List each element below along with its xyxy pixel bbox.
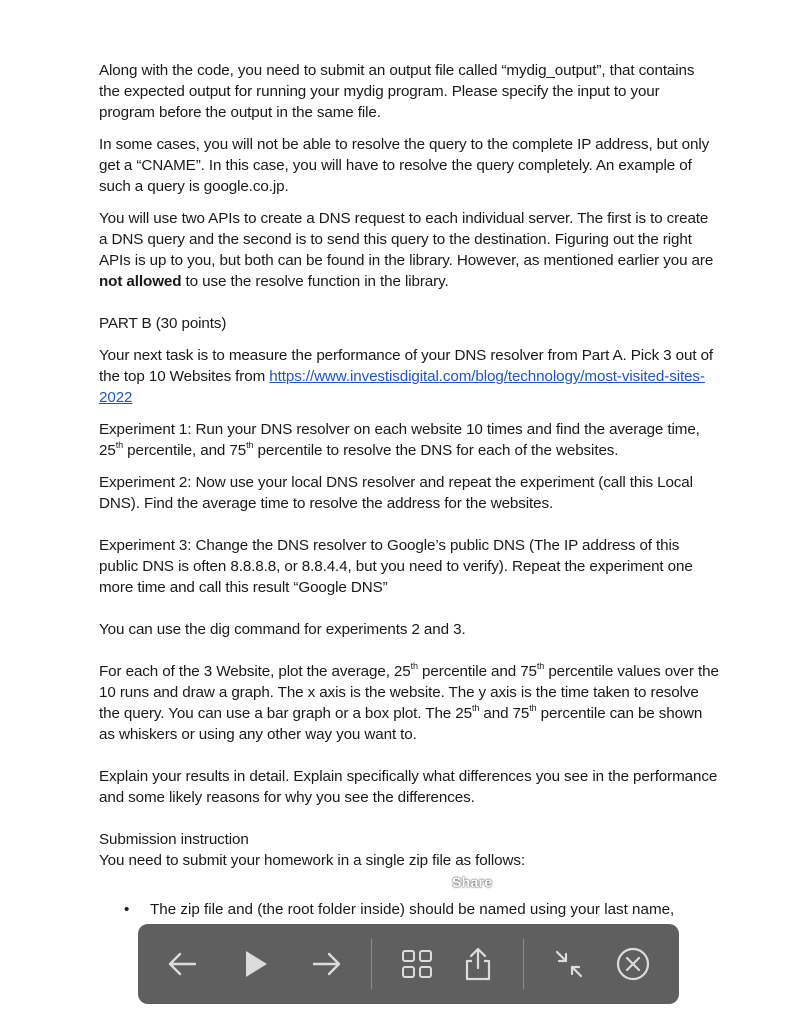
plot-text-e: percentile can be shown as whiskers or using any other way you want to. [99,705,703,743]
presentation-toolbar [138,924,679,1004]
paragraph-experiment-1 [99,419,719,461]
exp1-text-c: percentile to resolve the DNS for each of the websites. [253,442,619,459]
paragraph-output-file: Along with the code, you need to submit an output file called “mydig_output”, that contains the expected output for running your mydig program. Please specify the input to your program before the output in the same file. [99,62,695,121]
paragraph-dig-note: You can use the dig command for experiments 2 and 3. [99,621,466,638]
plot-sup-1: th [410,660,418,671]
part-b-heading: PART B (30 points) [99,315,227,332]
paragraph-experiment-3: Experiment 3: Change the DNS resolver to Google’s public DNS (The IP address of this public DNS is often 8.8.8.8, or 8.8.4.4, but you need to verify). Repeat the experiment one more time and call this result “Google DNS” [99,537,693,596]
plot-sup-3: th [471,702,480,713]
next-task-text: Your next task is to measure the performance of your DNS resolver from Part A. Pick 3 out of the top 10 Websites from [99,347,714,385]
share-icon [462,946,494,982]
paragraph-cname: In some cases, you will not be able to resolve the query to the complete IP address, but only get a “CNAME”. In this case, you will have to resolve the query completely. An example of such a query is google.co.jp. [99,136,710,195]
play-icon [240,949,270,979]
plot-sup-2: th [536,660,545,671]
exp1-text-a: Experiment 1: Run your DNS resolver on each website 10 times and find the average time, 25 [99,421,700,459]
paragraph-apis [99,208,719,292]
paragraph-plot [99,661,719,745]
not-allowed-text: not allowed [99,273,182,290]
exp1-sup-1: th [115,439,124,450]
grid-icon [401,948,433,980]
close-button[interactable] [613,944,653,984]
plot-text-b: percentile and 75 [417,663,537,680]
arrow-left-icon [165,947,199,981]
submission-text: You need to submit your homework in a single zip file as follows: [99,852,526,869]
previous-button[interactable] [162,944,202,984]
plot-text-d: and 75 [479,705,530,722]
play-button[interactable] [235,944,275,984]
plot-sup-4: th [529,702,537,713]
paragraph-explain: Explain your results in detail. Explain specifically what differences you see in the performance and some likely reasons for why you see the differences. [99,768,718,806]
close-icon [615,946,651,982]
bullet-text: The zip file and (the root folder inside) should be named using your last name, [150,901,675,918]
toolbar-divider [371,938,372,990]
paragraph-next-task [99,345,719,408]
exp1-sup-2: th [246,439,254,450]
bullet-icon: • [124,901,130,918]
share-tooltip: Share [452,874,493,890]
apis-text-a: You will use two APIs to create a DNS request to each individual server. The first is to create a DNS query and the second is to send this query to the destination. Figuring out the right APIs is up to you, but both can be found in the library. However, as mentioned earlier you are [99,210,714,269]
arrow-right-icon [310,947,344,981]
submission-heading: Submission instruction [99,831,249,848]
document-page [99,60,719,871]
plot-text-c: percentile values over the 10 runs and draw a graph. The x axis is the website. The y axis is the time taken to resolve the query. You can use a bar graph or a box plot. The 25 [99,663,719,722]
paragraph-experiment-2: Experiment 2: Now use your local DNS resolver and repeat the experiment (call this Local DNS). Find the average time to resolve the address for the websites. [99,474,693,512]
exp1-text-b: percentile, and 75 [123,442,247,459]
next-button[interactable] [307,944,347,984]
toolbar-divider [523,938,524,990]
apis-text-b: to use the resolve function in the library. [181,273,449,290]
share-button[interactable] [458,944,498,984]
grid-view-button[interactable] [397,944,437,984]
plot-text-a: For each of the 3 Website, plot the average, 25 [99,663,411,680]
top-sites-link[interactable]: https://www.investisdigital.com/blog/technology/most-visited-sites-2022 [99,368,705,406]
list-item [124,899,724,920]
exit-fullscreen-button[interactable] [549,944,589,984]
collapse-icon [553,948,585,980]
